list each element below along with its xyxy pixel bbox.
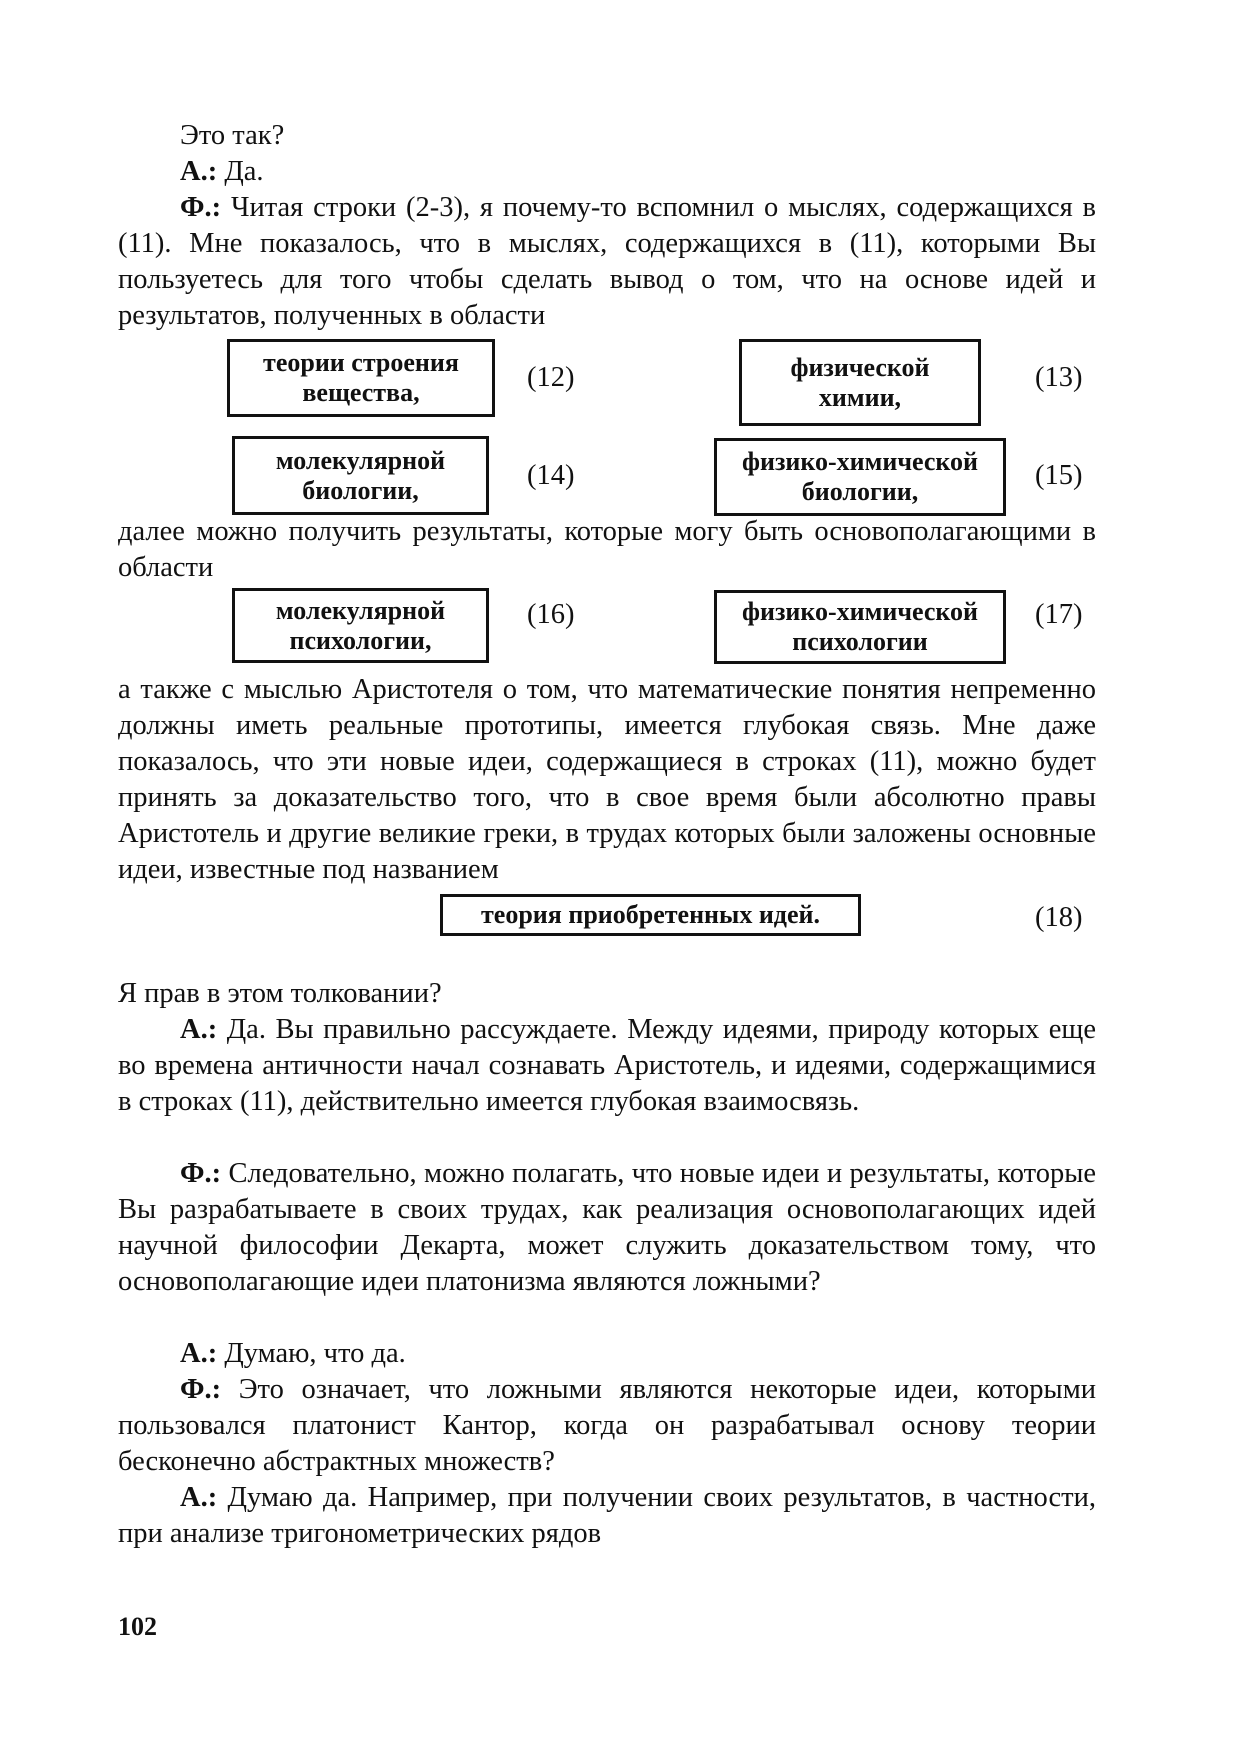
equation-number-14: (14) [527, 460, 575, 491]
concept-box-18: теория приобретенных идей. [440, 894, 861, 936]
paragraph-1: Это так? [180, 120, 285, 151]
concept-box-14: молекулярной биологии, [232, 436, 489, 515]
paragraph-5: а также с мыслью Аристотеля о том, что математические понятия непременно должны иметь реальные прототипы, имеется глубокая связь. Мне даже показалось, что эти новые идеи, содержащиеся в строках (11), можно будет принять за доказательство того, что в свое время были абсолютно правы Аристотель и другие великие греки, в трудах которых были заложены основные идеи, известные под названием [118, 674, 1096, 885]
equation-number-12: (12) [527, 362, 575, 393]
paragraph-10: Ф.: Это означает, что ложными являются некоторые идеи, которыми пользовался платонист Кантор, когда он разрабатывал основу теории бесконечно абстрактных множеств? [118, 1374, 1096, 1477]
concept-box-17: физико-химической психологии [714, 590, 1006, 664]
concept-box-12: теории строения вещества, [227, 339, 495, 417]
concept-box-15: физико-химической биологии, [714, 438, 1006, 516]
paragraph-4: далее можно получить результаты, которые могу быть основополагающими в области [118, 516, 1096, 583]
concept-box-13: физической химии, [739, 339, 981, 426]
equation-number-18: (18) [1035, 902, 1083, 933]
equation-number-15: (15) [1035, 460, 1083, 491]
equation-number-16: (16) [527, 599, 575, 630]
paragraph-8: Ф.: Следовательно, можно полагать, что новые идеи и результаты, которые Вы разрабатываете в своих трудах, как реализация основополагающих идей научной философии Декарта, может служить доказательством тому, что основополагающие идеи платонизма являются ложными? [118, 1158, 1096, 1297]
equation-number-13: (13) [1035, 362, 1083, 393]
paragraph-6: Я прав в этом толковании? [118, 978, 442, 1009]
paragraph-9: А.: Думаю, что да. [180, 1338, 406, 1369]
concept-box-16: молекулярной психологии, [232, 588, 489, 663]
paragraph-2: А.: Да. [180, 156, 264, 187]
paragraph-3: Ф.: Читая строки (2-3), я почему-то вспомнил о мыслях, содержащихся в (11). Мне показалось, что в мыслях, содержащихся в (11), которыми Вы пользуетесь для того чтобы сделать вывод о том, что на основе идей и результатов, полученных в области [118, 192, 1096, 331]
paragraph-11: А.: Думаю да. Например, при получении своих результатов, в частности, при анализе тригонометрических рядов [118, 1482, 1096, 1549]
page-number: 102 [118, 1612, 157, 1641]
equation-number-17: (17) [1035, 599, 1083, 630]
paragraph-7: А.: Да. Вы правильно рассуждаете. Между идеями, природу которых еще во времена античности начал сознавать Аристотель, и идеями, содержащимися в строках (11), действительно имеется глубокая взаимосвязь. [118, 1014, 1096, 1117]
